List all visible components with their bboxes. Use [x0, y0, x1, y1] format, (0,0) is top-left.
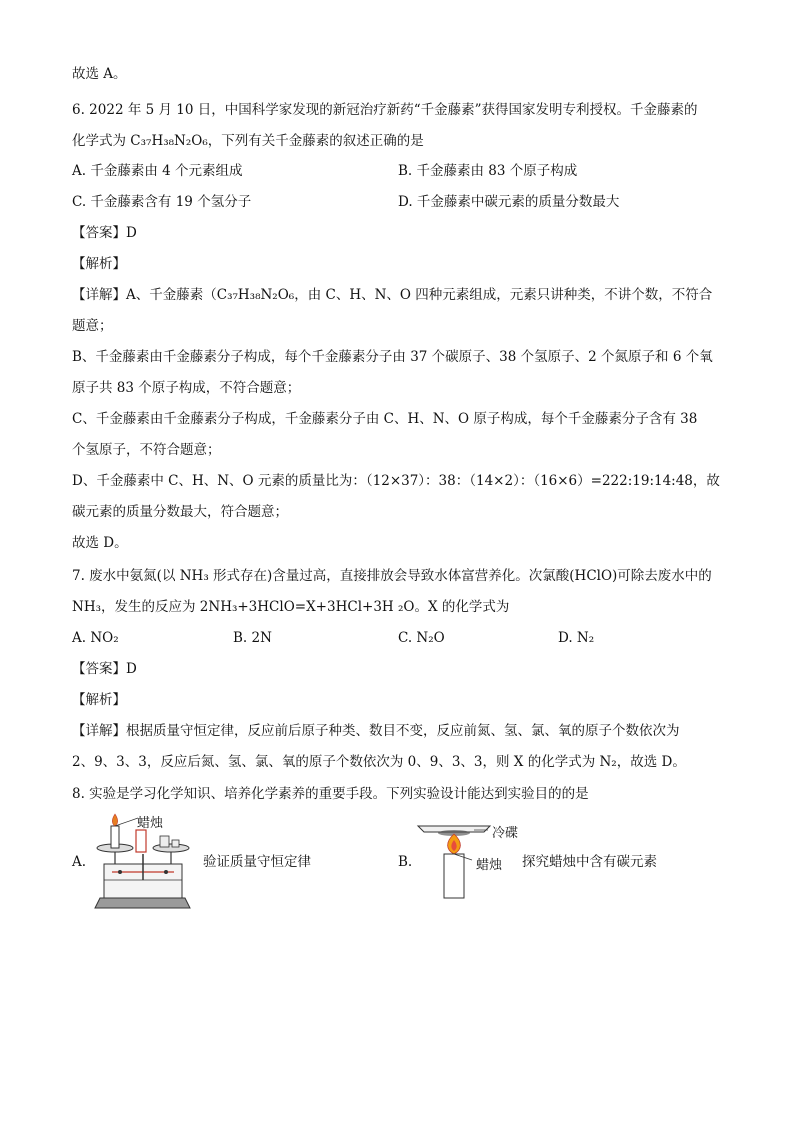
q6-detail-d-cont: 碳元素的质量分数最大，符合题意； — [72, 504, 288, 520]
q6-detail-d: D、千金藤素中 C、H、N、O 元素的质量比为：（12×37）：38：（14×2）：（16×6）=222:19:14:48，故 — [72, 473, 720, 489]
q6-option-b: B. 千金藤素由 83 个原子构成 — [398, 163, 578, 179]
q6-detail-a-cont: 题意； — [72, 318, 113, 334]
q8-option-b-text: 探究蜡烛中含有碳元素 — [522, 854, 657, 870]
question-6-stem: 6. 2022 年 5 月 10 日，中国科学家发现的新冠治疗新药“千金藤素”获得国家发明专利授权。千金藤素的 — [72, 102, 698, 118]
q8-option-a-text: 验证质量守恒定律 — [203, 854, 311, 870]
q7-analysis-heading: 【解析】 — [72, 692, 126, 708]
q6-detail-c: C、千金藤素由千金藤素分子构成，千金藤素分子由 C、H、N、O 原子构成，每个千金藤素分子含有 38 — [72, 411, 698, 427]
q7-option-b: B. 2N — [233, 630, 272, 646]
q8-option-a-letter: A. — [72, 854, 87, 870]
question-7-stem: 7. 废水中氨氮(以 NH₃ 形式存在)含量过高，直接排放会导致水体富营养化。次氯酸(HClO)可除去废水中的 — [72, 568, 712, 584]
q6-detail-b: B、千金藤素由千金藤素分子构成，每个千金藤素分子由 37 个碳原子、38 个氢原子、2 个氮原子和 6 个氧 — [72, 349, 713, 365]
q6-option-a: A. 千金藤素由 4 个元素组成 — [72, 163, 243, 179]
question-7-stem-cont: NH₃，发生的反应为 2NH₃+3HClO=X+3HCl+3H ₂O。X 的化学式为 — [72, 599, 510, 615]
q7-detail: 【详解】根据质量守恒定律，反应前后原子种类、数目不变，反应前氮、氢、氯、氧的原子个数依次为 — [72, 723, 680, 739]
q8-a-candle-label: 蜡烛 — [137, 816, 164, 831]
q7-option-a: A. NO₂ — [72, 630, 119, 646]
q6-option-c: C. 千金藤素含有 19 个氢分子 — [72, 194, 252, 210]
question-6-stem-cont: 化学式为 C₃₇H₃₈N₂O₆，下列有关千金藤素的叙述正确的是 — [72, 133, 424, 149]
q6-detail-c-cont: 个氢原子，不符合题意； — [72, 442, 221, 458]
q7-option-c: C. N₂O — [398, 630, 445, 646]
q8-b-candle-label: 蜡烛 — [476, 858, 503, 873]
conclusion-q5: 故选 A。 — [72, 66, 127, 82]
q6-option-d: D. 千金藤素中碳元素的质量分数最大 — [398, 194, 620, 210]
q8-b-dish-label: 冷碟 — [492, 826, 519, 841]
q6-detail-b-cont: 原子共 83 个原子构成，不符合题意； — [72, 380, 301, 396]
q7-detail-cont: 2、9、3、3，反应后氮、氢、氯、氧的原子个数依次为 0、9、3、3，则 X 的化学式为 N₂，故选 D。 — [72, 754, 686, 770]
question-8-stem: 8. 实验是学习化学知识、培养化学素养的重要手段。下列实验设计能达到实验目的的是 — [72, 786, 589, 802]
q6-detail-a: 【详解】A、千金藤素（C₃₇H₃₈N₂O₆，由 C、H、N、O 四种元素组成，元素只讲种类，不讲个数，不符合 — [72, 287, 713, 303]
q6-analysis-heading: 【解析】 — [72, 256, 126, 272]
q8-option-b-letter: B. — [398, 854, 413, 870]
q7-answer: 【答案】D — [72, 661, 137, 677]
conclusion-q6: 故选 D。 — [72, 535, 128, 551]
q6-answer: 【答案】D — [72, 225, 137, 241]
q7-option-d: D. N₂ — [558, 630, 595, 646]
